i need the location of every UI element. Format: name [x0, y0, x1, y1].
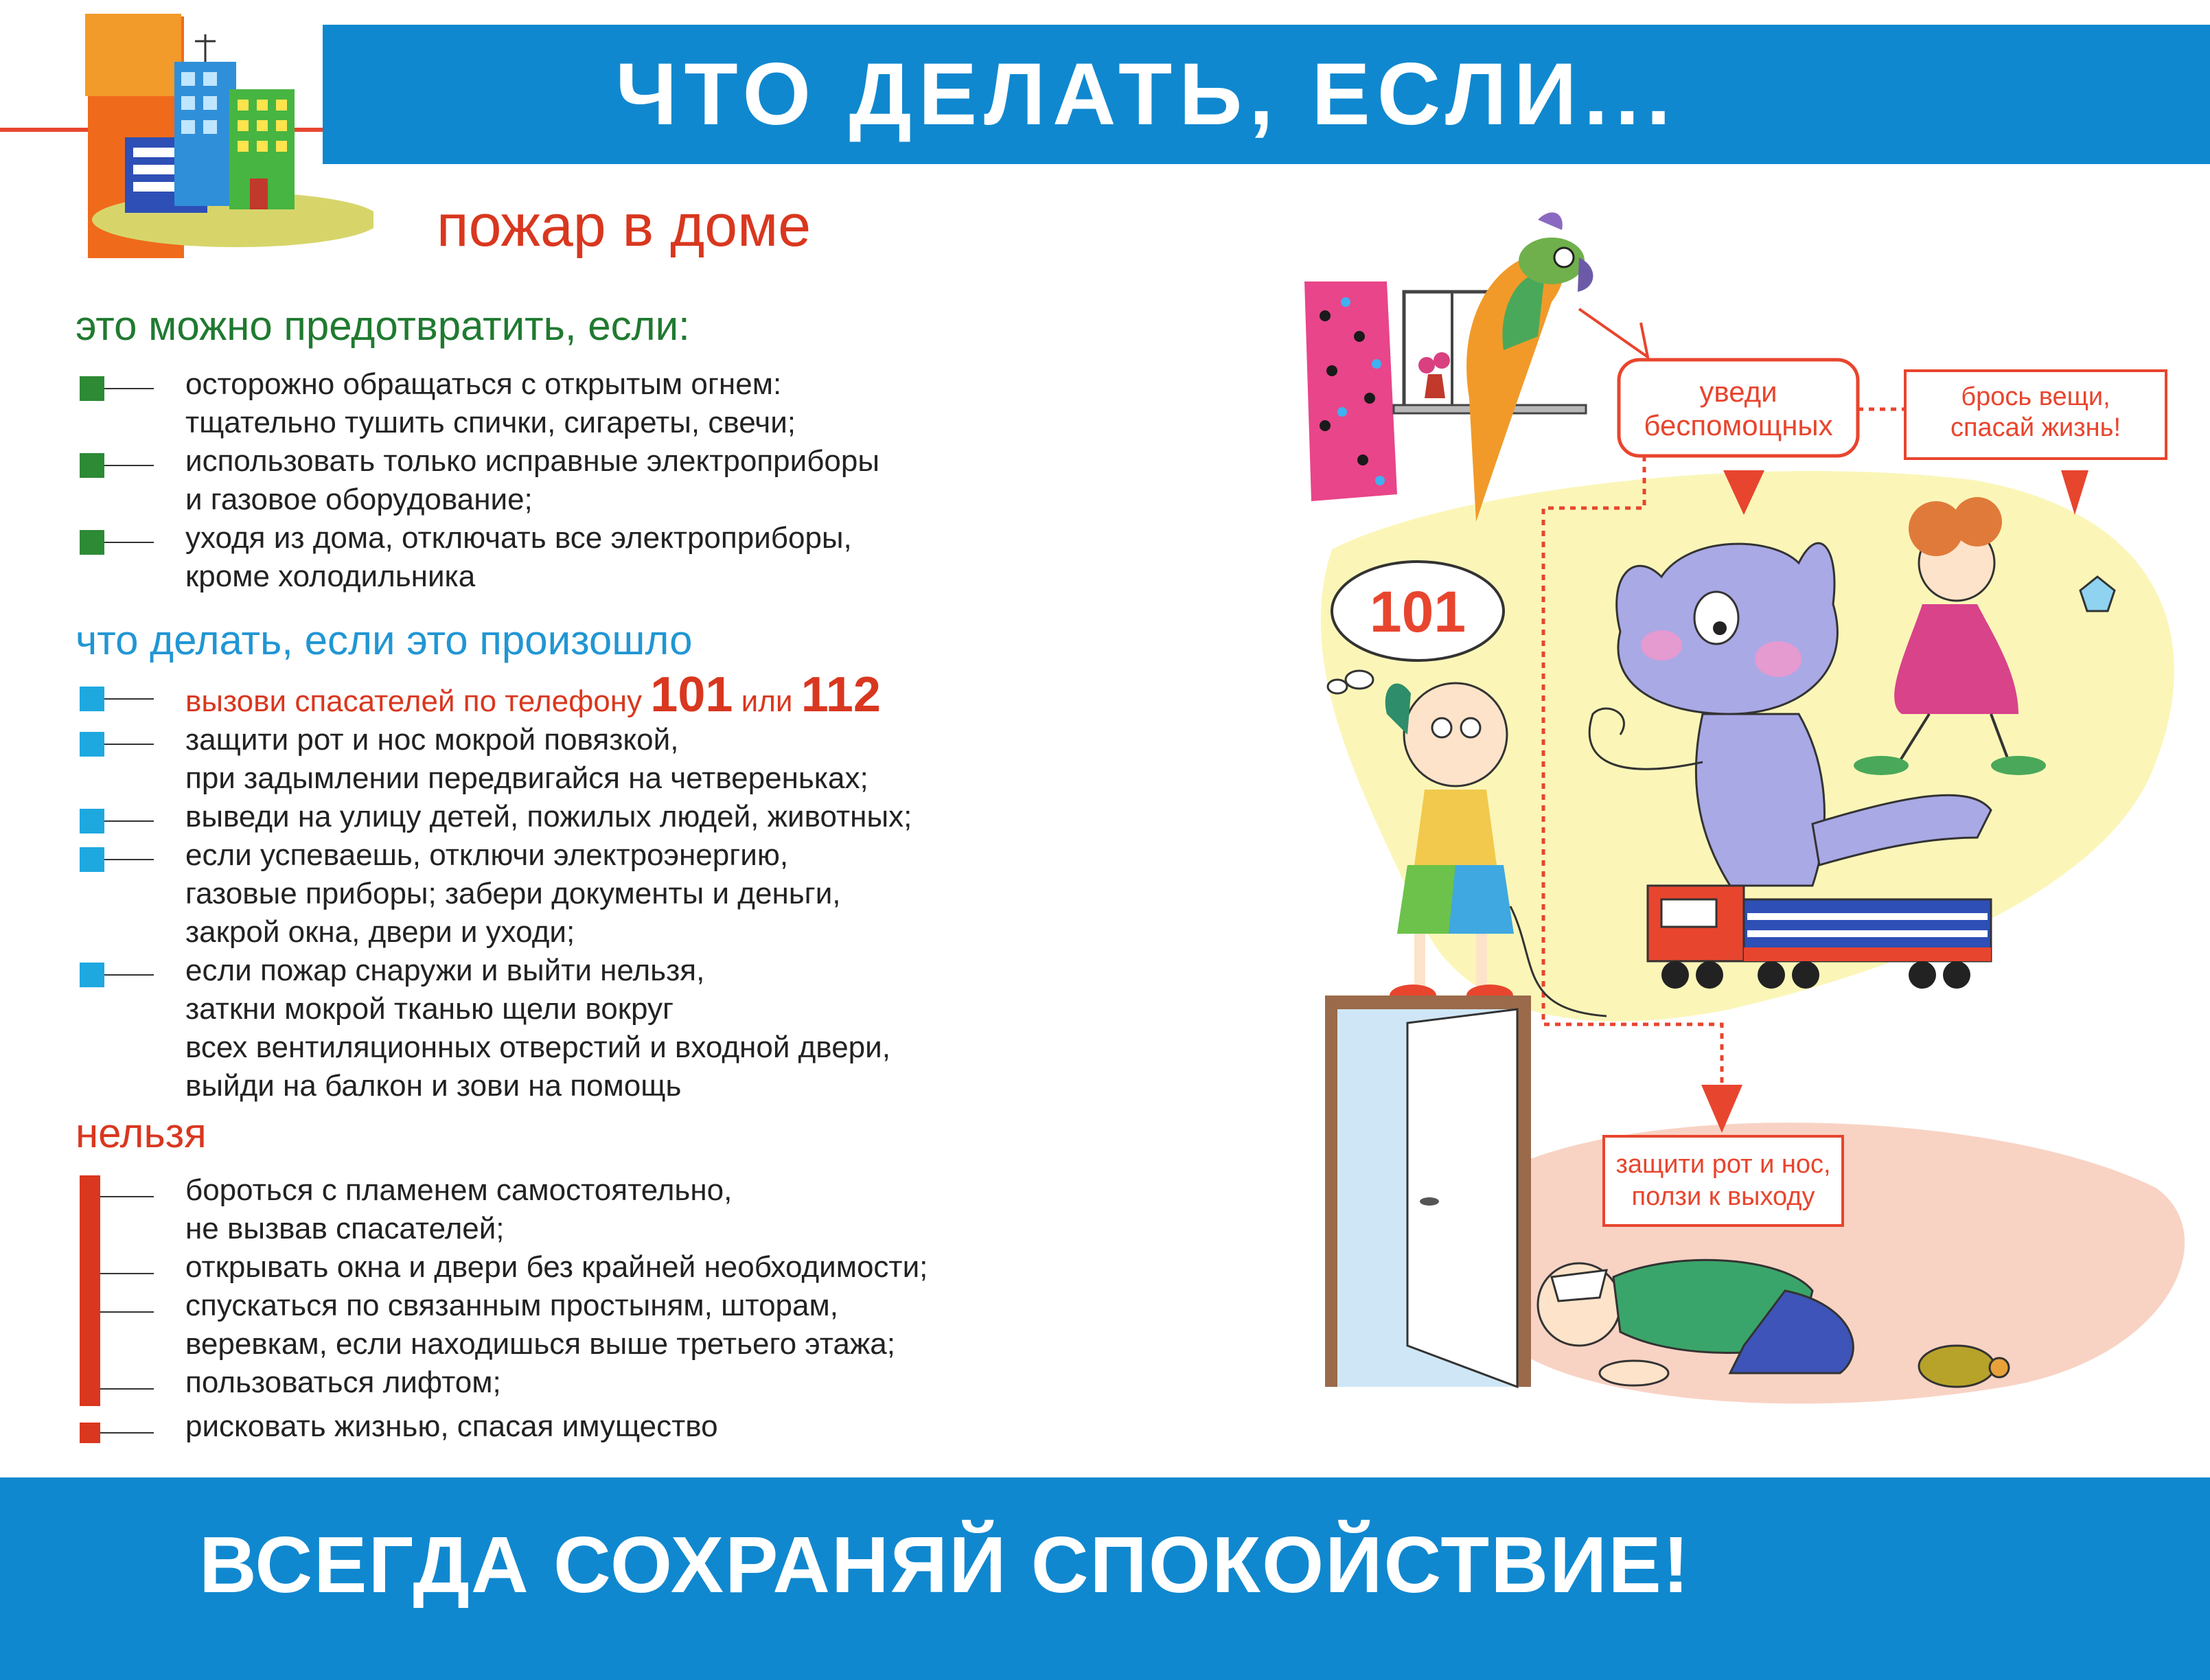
svg-text:101: 101 — [1369, 579, 1466, 644]
door-icon — [1325, 996, 1531, 1387]
phone-number-101: 101 — [650, 667, 733, 722]
list-item: если пожар снаружи и выйти нельзя, заткни мокрой тканью щели вокруг всех вентиляционных отверстий и входной двери, выйди на балкон и зови на помощь — [76, 952, 1105, 1105]
list-item: пользоваться лифтом; — [185, 1366, 501, 1399]
fire-safety-illustration — [1250, 192, 2210, 1476]
forbid-heading: нельзя — [76, 1110, 207, 1156]
list-item: выведи на улицу детей, пожилых людей, животных; — [76, 798, 1105, 836]
prevent-heading: это можно предотвратить, если: — [76, 303, 690, 349]
svg-text:защити рот и нос,: защити рот и нос, — [1615, 1150, 1831, 1179]
svg-text:брось вещи,: брось вещи, — [1961, 382, 2110, 411]
svg-text:спасай жизнь!: спасай жизнь! — [1950, 413, 2121, 442]
action-list — [76, 667, 1105, 1105]
list-item-call: вызови спасателей по телефону 101 или 112 — [76, 676, 1105, 721]
list-item: защити рот и нос мокрой повязкой, при задымлении передвигайся на четвереньках; — [76, 721, 1105, 798]
list-item: уходя из дома, отключать все электроприборы, кроме холодильника — [76, 519, 1105, 596]
phone-number-112: 112 — [801, 667, 881, 722]
action-heading: что делать, если это произошло — [76, 617, 693, 663]
bullet-icon — [80, 847, 104, 872]
bullet-icon — [80, 376, 104, 401]
list-item: спускаться по связанным простыням, шторам, веревкам, если находишься выше третьего этажа; — [185, 1289, 895, 1361]
svg-text:уведи: уведи — [1699, 376, 1777, 408]
prevent-list — [76, 365, 1105, 596]
svg-text:ползи к выходу: ползи к выходу — [1631, 1182, 1815, 1211]
bullet-icon — [80, 453, 104, 478]
curtain-icon — [1304, 281, 1397, 501]
list-item: осторожно обращаться с открытым огнем: тщательно тушить спички, сигареты, свечи; — [76, 365, 1105, 442]
svg-text:беспомощных: беспомощных — [1644, 409, 1833, 441]
crawl-bubble — [1604, 1136, 1843, 1226]
bullet-icon — [80, 809, 104, 833]
list-item: бороться с пламенем самостоятельно, не вызвав спасателей; — [185, 1173, 733, 1245]
bullet-icon — [80, 732, 104, 757]
list-item: использовать только исправные электроприборы и газовое оборудование; — [76, 442, 1105, 519]
forbid-list — [76, 1171, 1105, 1446]
page-title: ЧТО ДЕЛАТЬ, ЕСЛИ... — [615, 45, 1678, 143]
list-item: рисковать жизнью, спасая имущество — [185, 1409, 718, 1443]
list-item: если успеваешь, отключи электроэнергию, газовые приборы; забери документы и деньги, закрой окна, двери и уходи; — [76, 836, 1105, 952]
bullet-icon — [80, 530, 104, 555]
help-bubble — [1619, 360, 1858, 456]
bullet-icon — [80, 963, 104, 987]
parrot-icon — [1466, 212, 1593, 522]
page-subtitle: пожар в доме — [437, 193, 812, 259]
footer-slogan: ВСЕГДА СОХРАНЯЙ СПОКОЙСТВИЕ! — [199, 1520, 1691, 1609]
list-item: открывать окна и двери без крайней необходимости; — [185, 1250, 928, 1284]
things-bubble — [1905, 371, 2166, 459]
bullet-icon — [80, 687, 104, 711]
